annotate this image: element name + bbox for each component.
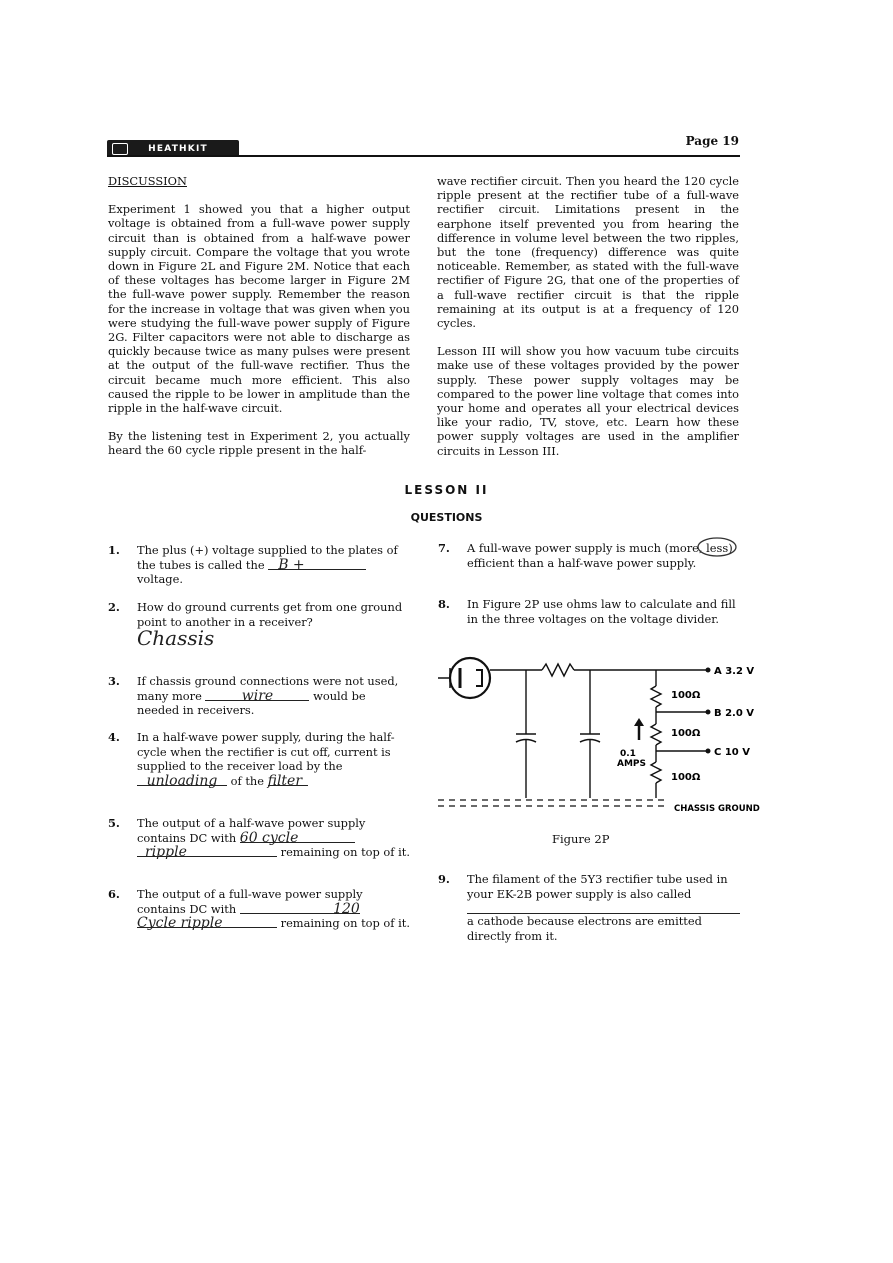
answer-line[interactable] — [467, 913, 740, 943]
question-number: 4. — [108, 730, 120, 744]
question-2 — [108, 600, 410, 650]
questions-title: QUESTIONS — [410, 511, 483, 524]
answer-blank[interactable] — [268, 556, 366, 573]
question-3 — [108, 674, 410, 718]
resistor-2-label: 100Ω — [671, 728, 701, 739]
question-text: The output of a half-wave power supply contains DC with — [137, 816, 366, 845]
voltage-c-label: C 10 V — [714, 747, 750, 758]
figure-caption: Figure 2P — [552, 832, 610, 846]
tube-filament — [476, 670, 482, 686]
handwritten-answer-2: ripple — [145, 844, 187, 860]
voltage-a-label: A 3.2 V — [714, 666, 755, 677]
answer-blank-1[interactable] — [137, 772, 227, 789]
discussion-paragraph-3: wave rectifier circuit. Then you heard the 120 cycle ripple present at the rectifier tube of a full-wave rectifier circuit. Limitations present in the earphone itself prevented you from hearing the difference in volume level between the two ripples, but the tone (frequency) difference was quite noticeable. Remember, as stated with the full-wave rectifier of Figure 2G, that one of the properties of a full-wave rectifier circuit is that the ripple remaining at its output is at a frequency of 120 cycles. — [437, 174, 739, 331]
question-text-end: remaining on top of it. — [280, 916, 410, 930]
question-1 — [108, 543, 410, 587]
lesson-title: LESSON II — [404, 483, 489, 497]
rectifier-tube-icon — [450, 658, 490, 698]
question-number: 5. — [108, 816, 120, 830]
discussion-heading: DISCUSSION — [108, 174, 187, 188]
divider-resistor-2-icon — [651, 724, 661, 745]
handwritten-answer-1: 60 cycle — [239, 829, 299, 846]
question-number: 3. — [108, 674, 120, 688]
question-text: In Figure 2P use ohms law to calculate and fill in the three voltages on the voltage divider. — [467, 597, 736, 626]
voltage-b-label: B 2.0 V — [714, 708, 755, 719]
question-text: A full-wave power supply is much (more, less) efficient than a half-wave power supply. — [467, 541, 733, 570]
question-4 — [108, 730, 410, 788]
logo-text: HEATHKIT — [148, 143, 208, 154]
question-text-end: would be needed in receivers. — [137, 688, 366, 717]
series-resistor-icon — [542, 664, 574, 676]
question-number: 7. — [438, 541, 450, 555]
voltage-divider-circuit — [438, 650, 768, 820]
resistor-3-label: 100Ω — [671, 772, 701, 783]
answer-blank-2[interactable] — [267, 772, 308, 789]
discussion-left-column — [108, 174, 410, 472]
discussion-paragraph-1: Experiment 1 showed you that a higher output voltage is obtained from a full-wave power supply circuit than is obtained from a half-wave power supply circuit. Compare the voltage that you wrote down in Figure 2L and Figure 2M. Notice that each of these voltages has become larger in Figure 2M the full-wave power supply. Remember the reason for the increase in voltage that was given when you were studying the full-wave power supply of Figure 2G. Filter capacitors were not able to discharge as quickly because twice as many pulses were present at the output of the full-wave rectifier. Thus the circuit became much more efficient. This also caused the ripple to be lower in amplitude than the ripple in the half-wave circuit. — [108, 202, 410, 416]
question-text: If chassis ground connections were not used, many more — [137, 674, 399, 703]
answer-blank-2[interactable] — [137, 844, 277, 860]
question-text: In a half-wave power supply, during the half-cycle when the rectifier is cut off, current is supplied to the receiver load by the — [137, 730, 395, 773]
ground-label: CHASSIS GROUND — [674, 804, 760, 814]
question-text-mid: of the — [230, 773, 264, 788]
circled-more-mark-icon — [696, 535, 740, 559]
question-text-end: remaining on top of it. — [280, 845, 410, 859]
question-text: The output of a full-wave power supply contains DC with — [137, 887, 363, 916]
divider-resistor-3-icon — [651, 762, 661, 783]
question-6 — [108, 887, 410, 931]
question-text-end: a cathode because electrons are emitted directly from it. — [467, 914, 702, 943]
handwritten-answer: Chassis — [137, 626, 215, 650]
handwritten-answer-1: unloading — [146, 772, 218, 789]
current-value-label: 0.1 — [620, 749, 636, 759]
answer-blank-1[interactable] — [239, 829, 355, 846]
question-7 — [438, 541, 740, 570]
question-9 — [438, 872, 740, 943]
current-unit-label: AMPS — [617, 759, 646, 769]
discussion-right-column — [437, 174, 739, 472]
question-number: 1. — [108, 543, 120, 557]
page-number: Page 19 — [685, 134, 739, 148]
question-8 — [438, 597, 740, 626]
question-number: 2. — [108, 600, 120, 614]
handwritten-answer-2: Cycle ripple — [137, 915, 223, 931]
question-text-end: voltage. — [137, 572, 183, 586]
handwritten-answer-1: 120 — [333, 900, 360, 917]
question-number: 6. — [108, 887, 120, 901]
discussion-paragraph-4: Lesson III will show you how vacuum tube circuits make use of these voltages provided by the power supply. These power supply voltages may be compared to the power line voltage that comes into your home and operates all your electrical devices like your radio, TV, stove, etc. Learn how these power supply voltages are used in the amplifier circuits in Lesson III. — [437, 344, 739, 458]
question-text: The filament of the 5Y3 rectifier tube used in your EK-2B power supply is also called — [467, 872, 728, 901]
answer-blank-1[interactable] — [240, 900, 360, 917]
answer-blank[interactable] — [205, 687, 309, 704]
resistor-1-label: 100Ω — [671, 690, 701, 701]
question-text: The plus (+) voltage supplied to the plates of the tubes is called the — [137, 543, 398, 572]
answer-blank-2[interactable] — [137, 915, 277, 931]
handwritten-answer-2: filter — [267, 772, 303, 789]
handwritten-answer: wire — [241, 687, 274, 704]
question-5 — [108, 816, 410, 860]
discussion-paragraph-2: By the listening test in Experiment 2, you actually heard the 60 cycle ripple present in the half- — [108, 429, 410, 458]
divider-resistor-1-icon — [651, 686, 661, 707]
handwritten-answer: B + — [278, 556, 305, 573]
logo-emblem-icon — [112, 143, 128, 155]
question-number: 9. — [438, 872, 450, 886]
header-rule — [107, 155, 740, 157]
question-text: How do ground currents get from one ground point to another in a receiver? — [137, 600, 403, 629]
question-number: 8. — [438, 597, 450, 611]
